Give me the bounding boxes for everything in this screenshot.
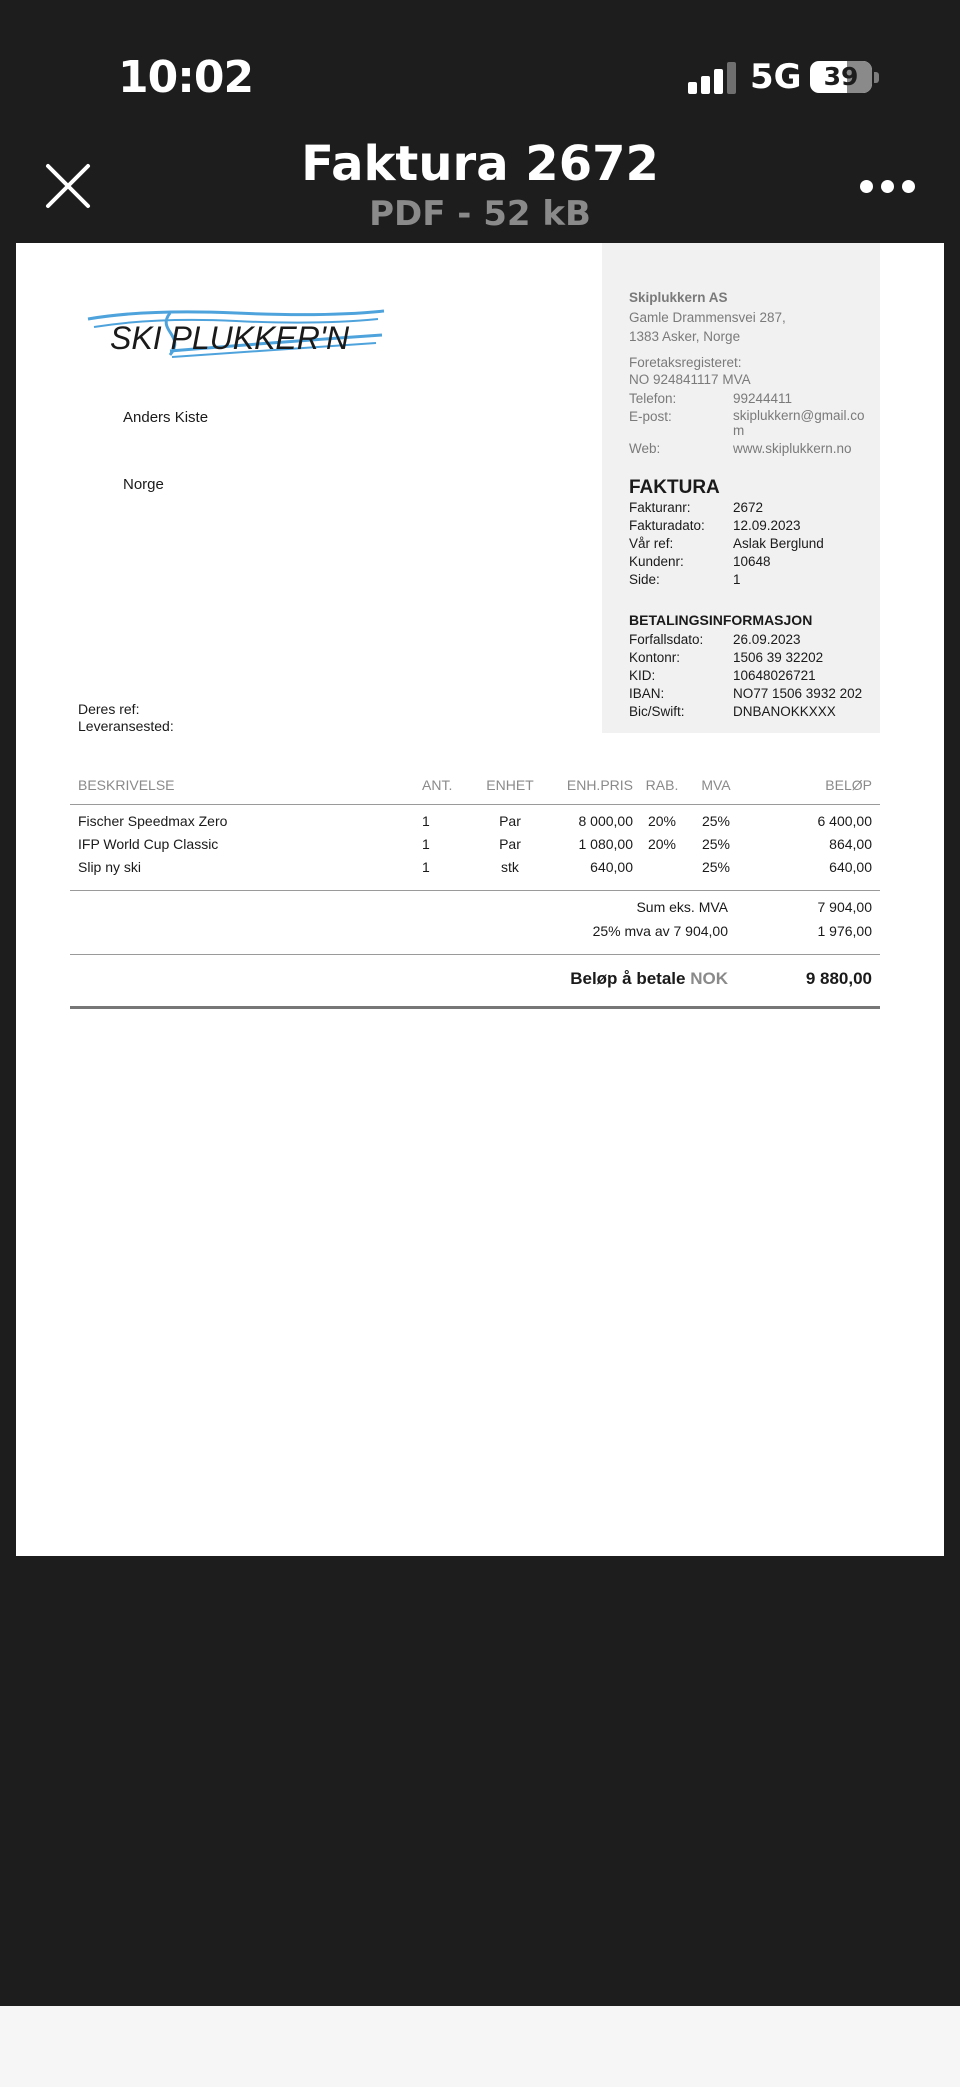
sum-value: 7 904,00 bbox=[817, 899, 872, 915]
more-options-button[interactable] bbox=[860, 172, 916, 200]
cell-desc: IFP World Cup Classic bbox=[78, 836, 219, 852]
vat-label: 25% mva av 7 904,00 bbox=[592, 923, 728, 939]
faktura-row: Fakturanr: 2672 bbox=[629, 500, 764, 515]
seller-address bbox=[629, 309, 786, 345]
cell-desc: Fischer Speedmax Zero bbox=[78, 813, 228, 829]
sum-label: Sum eks. MVA bbox=[636, 899, 728, 915]
total-label bbox=[570, 969, 728, 989]
sum-excl-vat-row bbox=[70, 899, 880, 921]
header-rab: RAB. bbox=[645, 777, 679, 793]
cell-pris: 640,00 bbox=[590, 859, 633, 875]
faktura-row: Kundenr: 10648 bbox=[629, 554, 771, 569]
payment-row: Bic/Swift: DNBANOKKXXX bbox=[629, 704, 836, 719]
cell-belop: 6 400,00 bbox=[817, 813, 872, 829]
total-row bbox=[70, 969, 880, 999]
header-beskrivelse: BESKRIVELSE bbox=[78, 777, 175, 793]
leveransested-label: Leveransested: bbox=[78, 718, 174, 734]
cell-mva: 25% bbox=[701, 859, 731, 875]
registry-value: NO 924841117 MVA bbox=[629, 372, 751, 387]
network-type: 5G bbox=[750, 57, 802, 97]
total-value: 9 880,00 bbox=[805, 969, 872, 988]
contact-row: Telefon: 99244411 bbox=[629, 391, 793, 406]
contact-row: E-post: skiplukkern@gmail.com bbox=[629, 408, 865, 438]
vat-row bbox=[70, 923, 880, 945]
seller-address-line2: 1383 Asker, Norge bbox=[629, 329, 741, 344]
pdf-page[interactable] bbox=[16, 243, 944, 1556]
cell-ant: 1 bbox=[422, 859, 430, 875]
payment-heading: BETALINGSINFORMASJON bbox=[629, 612, 813, 628]
faktura-heading: FAKTURA bbox=[629, 477, 720, 498]
faktura-row: Fakturadato: 12.09.2023 bbox=[629, 518, 801, 533]
table-row bbox=[70, 813, 880, 836]
cell-desc: Slip ny ski bbox=[78, 859, 142, 875]
payment-row: Kontonr: 1506 39 32202 bbox=[629, 650, 824, 665]
cell-ant: 1 bbox=[422, 836, 430, 852]
payment-row: KID: 10648026721 bbox=[629, 668, 816, 683]
cell-ant: 1 bbox=[422, 813, 430, 829]
document-subtitle: PDF - 52 kB bbox=[369, 194, 591, 234]
header-mva: MVA bbox=[701, 777, 731, 793]
table-header bbox=[70, 777, 880, 805]
cell-belop: 864,00 bbox=[829, 836, 872, 852]
header-enh-pris: ENH.PRIS bbox=[566, 777, 633, 793]
header-ant: ANT. bbox=[422, 777, 453, 793]
vat-value: 1 976,00 bbox=[817, 923, 872, 939]
header-belop: BELØP bbox=[825, 777, 872, 793]
reference-block bbox=[78, 701, 174, 735]
svg-text:SKI PLUKKER'N: SKI PLUKKER'N bbox=[110, 320, 350, 356]
battery-level: 39 bbox=[823, 62, 859, 91]
divider bbox=[70, 890, 880, 891]
cell-mva: 25% bbox=[701, 836, 731, 852]
header-enhet: ENHET bbox=[486, 777, 534, 793]
currency: NOK bbox=[690, 969, 728, 988]
payment-row: Forfallsdato: 26.09.2023 bbox=[629, 632, 801, 647]
faktura-row: Vår ref: Aslak Berglund bbox=[629, 536, 824, 551]
battery-icon bbox=[810, 61, 872, 93]
contact-row: Web: www.skiplukkern.no bbox=[629, 441, 852, 456]
table-row bbox=[70, 859, 880, 882]
seller-name: Skiplukkern AS bbox=[629, 290, 728, 305]
more-icon-dot bbox=[860, 180, 873, 193]
seller-contacts bbox=[629, 390, 875, 458]
divider bbox=[70, 954, 880, 955]
cell-enhet: Par bbox=[499, 836, 521, 852]
deres-ref-label: Deres ref: bbox=[78, 701, 140, 717]
table-row bbox=[70, 836, 880, 859]
payment-row: IBAN: NO77 1506 3932 202 bbox=[629, 686, 863, 701]
registry-label: Foretaksregisteret: bbox=[629, 355, 742, 370]
cell-belop: 640,00 bbox=[829, 859, 872, 875]
customer-name: Anders Kiste bbox=[123, 409, 209, 426]
company-logo bbox=[86, 291, 386, 366]
invoice-info-box bbox=[602, 243, 880, 733]
document-title: Faktura 2672 bbox=[301, 136, 659, 192]
cell-mva: 25% bbox=[701, 813, 731, 829]
cell-pris: 8 000,00 bbox=[578, 813, 633, 829]
customer-country: Norge bbox=[123, 476, 164, 493]
signal-icon bbox=[688, 62, 738, 94]
more-icon-dot bbox=[902, 180, 915, 193]
cell-rab: 20% bbox=[647, 836, 677, 852]
faktura-row: Side: 1 bbox=[629, 572, 741, 587]
seller-address-line1: Gamle Drammensvei 287, bbox=[629, 310, 786, 325]
battery-tip bbox=[874, 72, 879, 83]
cell-pris: 1 080,00 bbox=[578, 836, 633, 852]
faktura-fields bbox=[629, 499, 875, 589]
payment-fields bbox=[629, 631, 875, 721]
cell-enhet: stk bbox=[501, 859, 519, 875]
total-divider bbox=[70, 1006, 880, 1009]
cell-rab: 20% bbox=[647, 813, 677, 829]
bottom-bar bbox=[0, 2006, 960, 2087]
status-time: 10:02 bbox=[118, 52, 254, 103]
seller-registry bbox=[629, 354, 751, 388]
cell-enhet: Par bbox=[499, 813, 521, 829]
total-label-text: Beløp å betale bbox=[570, 969, 686, 988]
more-icon-dot bbox=[881, 180, 894, 193]
